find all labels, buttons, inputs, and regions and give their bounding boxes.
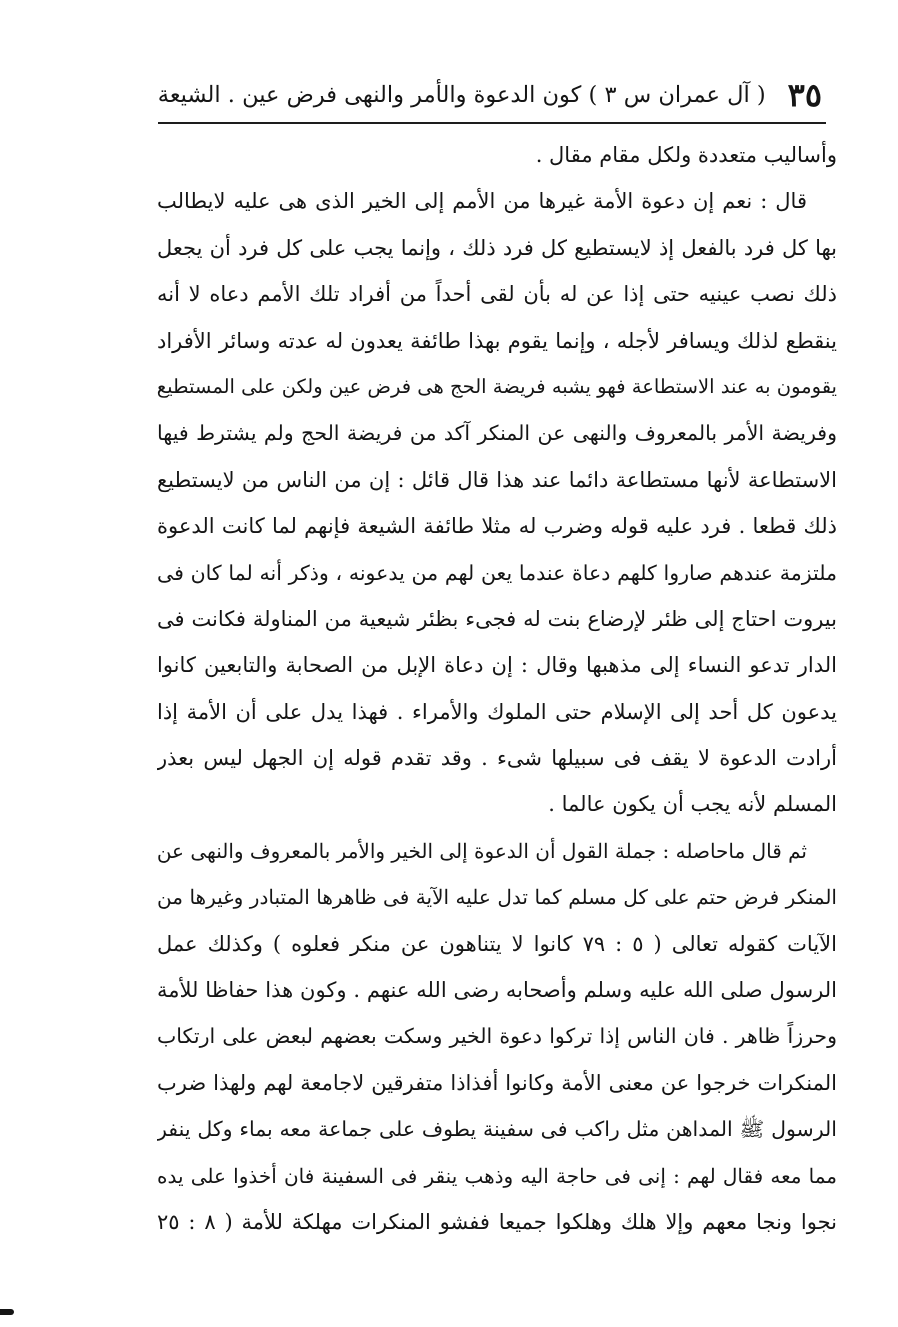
header-divider xyxy=(158,122,826,124)
text-line: ثم قال ماحاصله : جملة القول أن الدعوة إلى الخير والأمر بالمعروف والنهى عن xyxy=(157,838,807,863)
text-line: المنكرات خرجوا عن معنى الأمة وكانوا أفذاذا متفرقين لاجامعة لهم ولهذا ضرب xyxy=(157,1070,837,1095)
text-line: وحرزاً ظاهر . فان الناس إذا تركوا دعوة الخير وسكت بعضهم لبعض على ارتكاب xyxy=(157,1024,837,1049)
text-line: ينقطع لذلك ويسافر لأجله ، وإنما يقوم بهذا طائفة يعدون له عدته وسائر الأفراد xyxy=(157,328,837,353)
text-line: ذلك قطعا . فرد عليه قوله وضرب له مثلا طائفة الشيعة فإنهم لما كانت الدعوة xyxy=(157,514,837,539)
text-line: الرسول صلى الله عليه وسلم وأصحابه رضى الله عنهم . وكون هذا حفاظا للأمة xyxy=(157,978,837,1003)
text-line: وفريضة الأمر بالمعروف والنهى عن المنكر آكد من فريضة الحج ولم يشترط فيها xyxy=(157,421,837,446)
page-number: ٣٥ xyxy=(787,76,822,114)
text-line: الدار تدعو النساء إلى مذهبها وقال : إن دعاة الإبل من الصحابة والتابعين كانوا xyxy=(157,653,837,678)
text-line: وأساليب متعددة ولكل مقام مقال . xyxy=(535,143,837,167)
text-line: بها كل فرد بالفعل إذ لايستطيع كل فرد ذلك ، وإنما يجب على كل فرد أن يجعل xyxy=(157,235,837,260)
text-line: نجوا ونجا معهم وإلا هلك وهلكوا جميعا ففشو المنكرات مهلكة للأمة ( ٨ : ٢٥ xyxy=(157,1209,837,1234)
text-line: الآيات كقوله تعالى ( ٥ : ٧٩ كانوا لا يتناهون عن منكر فعلوه ) وكذلك عمل xyxy=(157,931,837,956)
text-line: بيروت احتاج إلى ظئر لإرضاع بنت له فجىء بظئر شيعية من المناولة فكانت فى xyxy=(157,606,837,631)
page-header xyxy=(150,72,822,118)
text-line: أرادت الدعوة لا يقف فى سبيلها شىء . وقد تقدم قوله إن الجهل ليس بعذر xyxy=(157,746,837,771)
text-line: المسلم لأنه يجب أن يكون عالما . xyxy=(548,792,837,817)
text-line: الرسول ﷺ المداهن مثل راكب فى سفينة يطوف على جماعة معه بماء وكل ينفر xyxy=(157,1117,837,1142)
text-line: الاستطاعة لأنها مستطاعة دائما عند هذا قال قائل : إن من الناس من لايستطيع xyxy=(157,467,837,492)
scan-corner-mark xyxy=(0,1309,14,1315)
text-line: قال : نعم إن دعوة الأمة غيرها من الأمم إلى الخير الذى هى عليه لايطالب xyxy=(157,189,807,214)
text-line: المنكر فرض حتم على كل مسلم كما تدل عليه الآية فى ظاهرها المتبادر وغيرها من xyxy=(157,885,837,910)
text-line: يدعون كل أحد إلى الإسلام حتى الملوك والأمراء . فهذا يدل على أن الأمة إذا xyxy=(157,699,837,724)
text-line: ذلك نصب عينيه حتى إذا عن له بأن لقى أحداً من أفراد تلك الأمم دعاه لا أنه xyxy=(157,282,837,307)
text-line: مما معه فقال لهم : إنى فى حاجة اليه وذهب ينقر فى السفينة فان أخذوا على يده xyxy=(157,1163,837,1188)
text-line: ملتزمة عندهم صاروا كلهم دعاة عندما يعن لهم من يدعونه ، وذكر أنه لما كان فى xyxy=(157,560,837,585)
running-title: ( آل عمران س ٣ ) كون الدعوة والأمر والنهى فرض عين . الشيعة xyxy=(157,82,766,108)
body-text xyxy=(157,132,837,1245)
text-line: يقومون به عند الاستطاعة فهو يشبه فريضة الحج هى فرض عين ولكن على المستطيع xyxy=(157,374,837,398)
